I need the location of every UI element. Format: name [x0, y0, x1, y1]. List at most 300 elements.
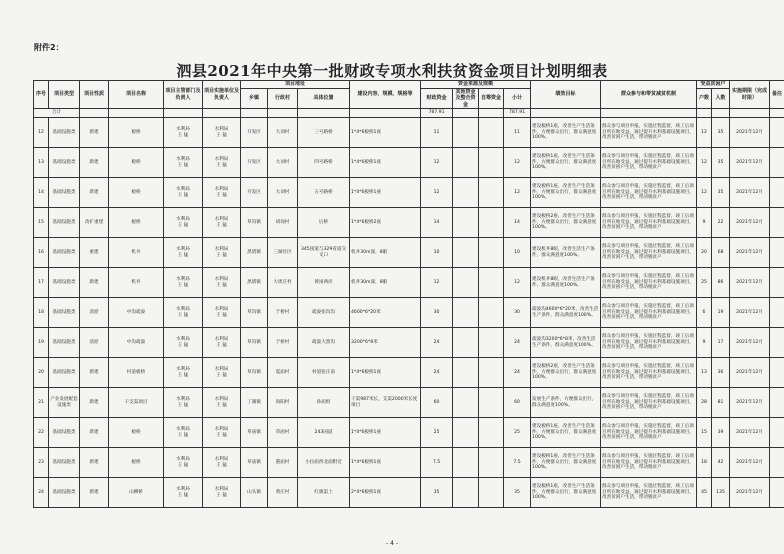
cell-dept: 水利局 王 猛	[164, 178, 203, 208]
cell-remark	[770, 148, 784, 178]
cell-name: 板桥	[109, 208, 164, 238]
cell-period: 2021年12月	[730, 478, 770, 508]
cell-benefit: 建设板桥1座，改善生产生活条件，方便群众出行，群众满意度100%。	[531, 118, 601, 148]
cell-self	[479, 418, 504, 448]
cell-no: 24	[34, 478, 49, 508]
cell-remark	[770, 358, 784, 388]
cell-mechanism: 群众参与项目申报，实施过程监督，竣工后项目所在地受益，通过提升水利基础设施项目，改善贫困户生活，带动脱贫户	[601, 118, 697, 148]
cell-mechanism: 群众参与项目申报，实施过程监督，竣工后项目所在地受益，通过提升水利基础设施项目，改善贫困户生活，带动脱贫户	[601, 358, 697, 388]
total-fiscal: 787.91	[421, 109, 453, 118]
cell-people: 81	[712, 388, 730, 418]
cell-self	[479, 118, 504, 148]
cell-nature: 清淤	[80, 328, 109, 358]
cell-households: 6	[697, 298, 712, 328]
header-mechanism: 群众参与和带贫减贫机制	[601, 81, 697, 109]
cell-nature: 新建	[80, 448, 109, 478]
table-row	[34, 118, 784, 148]
cell-name: 机井	[109, 268, 164, 298]
cell-period: 2021年12月	[730, 148, 770, 178]
cell-households: 12	[697, 178, 712, 208]
cell-content: 1*4*6板桥2座	[350, 208, 421, 238]
total-subtotal: 787.91	[504, 109, 531, 118]
cell-self	[479, 238, 504, 268]
page-number: - 4 -	[386, 540, 398, 547]
cell-impl: 水利局 王 猛	[203, 298, 241, 328]
cell-remark	[770, 118, 784, 148]
cell-households: 28	[697, 388, 712, 418]
header-location: 项目地址	[241, 81, 350, 89]
table-row	[34, 328, 784, 358]
cell-people: 86	[712, 268, 730, 298]
cell-other	[453, 208, 479, 238]
cell-name: 板桥	[109, 448, 164, 478]
cell-place: 五号路桥	[298, 178, 350, 208]
table-row	[34, 238, 784, 268]
cell-self	[479, 328, 504, 358]
cell-town: 草沟镇	[241, 208, 268, 238]
cell-name: 干支渠项目	[109, 388, 164, 418]
table-row	[34, 268, 784, 298]
cell-impl: 水利局 王 猛	[203, 328, 241, 358]
cell-place: 村道张庄南	[298, 358, 350, 388]
cell-town: 草沟镇	[241, 358, 268, 388]
cell-place: 疏浚大黑沟	[298, 328, 350, 358]
cell-name: 板桥	[109, 118, 164, 148]
table-row	[34, 148, 784, 178]
cell-people: 35	[712, 118, 730, 148]
cell-impl: 水利局 王 猛	[203, 478, 241, 508]
cell-town: 开发区	[241, 148, 268, 178]
cell-remark	[770, 298, 784, 328]
cell-impl: 水利局 王 猛	[203, 118, 241, 148]
cell-content: 机井30m深，8眼	[350, 268, 421, 298]
cell-benefit: 建设板桥1座，改善生产生活条件，方便群众出行，群众满意度100%。	[531, 148, 601, 178]
total-label: 合计	[34, 109, 80, 118]
cell-nature: 新建	[80, 358, 109, 388]
cell-town: 山头镇	[241, 478, 268, 508]
cell-self	[479, 358, 504, 388]
cell-nature: 新建	[80, 478, 109, 508]
cell-village: 于桥村	[268, 298, 298, 328]
cell-remark	[770, 178, 784, 208]
cell-place: 疏浚张沟沟	[298, 298, 350, 328]
cell-self	[479, 268, 504, 298]
cell-remark	[770, 418, 784, 448]
cell-other	[453, 118, 479, 148]
cell-households: 9	[697, 208, 712, 238]
cell-dept: 水利局 王 猛	[164, 448, 203, 478]
cell-village: 夏庙村	[268, 358, 298, 388]
cell-type: 基础设施类	[49, 448, 80, 478]
header-place: 具体位置	[298, 88, 350, 109]
cell-village: 大周庄村	[268, 268, 298, 298]
cell-village: 大刘村	[268, 118, 298, 148]
cell-households: 15	[697, 418, 712, 448]
table-row	[34, 208, 784, 238]
cell-place: 孙庙组	[298, 388, 350, 418]
cell-households: 18	[697, 448, 712, 478]
cell-households: 45	[697, 478, 712, 508]
cell-benefit: 建设机井8眼，改善生活生产条件，群众满意度100%。	[531, 268, 601, 298]
cell-people: 17	[712, 328, 730, 358]
header-town: 乡镇	[241, 88, 268, 109]
cell-type: 基础设施类	[49, 298, 80, 328]
cell-period: 2021年12月	[730, 358, 770, 388]
cell-impl: 水利局 王 猛	[203, 148, 241, 178]
cell-impl: 水利局 王 猛	[203, 358, 241, 388]
cell-type: 基础设施类	[49, 148, 80, 178]
cell-content: 3200*6*8米	[350, 328, 421, 358]
cell-content: 2*4*6板桥1座	[350, 478, 421, 508]
attachment-label: 附件2：	[34, 43, 64, 52]
cell-other	[453, 268, 479, 298]
header-remark: 备注	[770, 81, 784, 109]
cell-households: 20	[697, 238, 712, 268]
cell-benefit: 建设板桥2座，改善生产生活条件，方便群众出行，群众满意度100%。	[531, 208, 601, 238]
cell-mechanism: 群众参与项目申报，实施过程监督，竣工后项目所在地受益，通过提升水利基础设施项目，改善贫困户生活，带动脱贫户	[601, 148, 697, 178]
table-row	[34, 388, 784, 418]
cell-households: 12	[697, 118, 712, 148]
cell-name: 板桥	[109, 418, 164, 448]
cell-period: 2021年12月	[730, 208, 770, 238]
cell-place: 黄岗两岸	[298, 268, 350, 298]
header-name: 项目名称	[109, 81, 164, 109]
header-beneficiaries: 受益贫困户	[697, 81, 730, 89]
cell-mechanism: 群众参与项目申报，实施过程监督，竣工后项目所在地受益，通过提升水利基础设施项目，改善贫困户生活，带动脱贫户	[601, 208, 697, 238]
cell-name: 板桥	[109, 178, 164, 208]
cell-dept: 水利局 王 猛	[164, 358, 203, 388]
cell-nature: 新建	[80, 178, 109, 208]
cell-period: 2021年12月	[730, 418, 770, 448]
cell-other	[453, 448, 479, 478]
header-other: 其他资金及整合资金	[453, 88, 479, 109]
cell-no: 12	[34, 118, 49, 148]
cell-content: 机井30m深，8眼	[350, 238, 421, 268]
cell-town: 草沟镇	[241, 328, 268, 358]
cell-place: 后桥	[298, 208, 350, 238]
cell-place: 小拉庙西北面附近	[298, 448, 350, 478]
cell-dept: 水利局 王 猛	[164, 268, 203, 298]
cell-place: 三号路桥	[298, 118, 350, 148]
cell-benefit: 建设板桥1座，改善生产生活条件，方便群众出行，群众满意度100%。	[531, 478, 601, 508]
header-no: 序号	[34, 81, 49, 109]
cell-subtotal: 11	[504, 118, 531, 148]
cell-people: 39	[712, 418, 730, 448]
cell-other	[453, 478, 479, 508]
cell-impl: 水利局 王 猛	[203, 238, 241, 268]
cell-no: 18	[34, 298, 49, 328]
cell-town: 黑塔镇	[241, 238, 268, 268]
cell-impl: 水利局 王 猛	[203, 448, 241, 478]
cell-subtotal: 25	[504, 418, 531, 448]
cell-fiscal: 12	[421, 268, 453, 298]
cell-fiscal: 14	[421, 208, 453, 238]
table-row	[34, 418, 784, 448]
cell-type: 基础设施类	[49, 268, 80, 298]
cell-households: 25	[697, 268, 712, 298]
cell-dept: 水利局 王 猛	[164, 118, 203, 148]
cell-people: 19	[712, 298, 730, 328]
cell-people: 42	[712, 448, 730, 478]
header-funds: 资金来源及规模	[421, 81, 531, 89]
cell-town: 开发区	[241, 178, 268, 208]
cell-subtotal: 24	[504, 328, 531, 358]
cell-no: 22	[34, 418, 49, 448]
cell-households: 13	[697, 358, 712, 388]
table-row	[34, 478, 784, 508]
cell-benefit: 建设板桥1座，改善生产生活条件，方便群众出行，群众满意度100%。	[531, 448, 601, 478]
cell-benefit: 建设机井8眼，改善生活生产条件，群众满意度100%。	[531, 238, 601, 268]
cell-remark	[770, 448, 784, 478]
cell-benefit: 建设板桥1座，改善生产生活条件，方便群众出行，群众满意度100%。	[531, 178, 601, 208]
cell-self	[479, 448, 504, 478]
cell-town: 草沟镇	[241, 298, 268, 328]
header-impl-unit: 项目实施单位及负责人	[203, 81, 241, 109]
cell-fiscal: 24	[421, 328, 453, 358]
header-self: 自筹资金	[479, 88, 504, 109]
cell-period: 2021年12月	[730, 118, 770, 148]
cell-people: 135	[712, 478, 730, 508]
cell-dept: 水利局 王 猛	[164, 238, 203, 268]
cell-type: 基础设施类	[49, 358, 80, 388]
cell-town: 草庙镇	[241, 418, 268, 448]
cell-period: 2021年12月	[730, 298, 770, 328]
cell-people: 35	[712, 148, 730, 178]
cell-benefit: 建设板桥2座，改善生产生活条件，方便群众出行，群众满意度100%。	[531, 358, 601, 388]
cell-mechanism: 群众参与项目申报，实施过程监督，竣工后项目所在地受益，通过提升水利基础设施项目，改善贫困户生活，带动脱贫户	[601, 178, 697, 208]
cell-subtotal: 12	[504, 148, 531, 178]
cell-other	[453, 148, 479, 178]
cell-self	[479, 478, 504, 508]
cell-self	[479, 298, 504, 328]
cell-mechanism: 群众参与项目申报，实施过程监督，竣工后项目所在地受益，通过提升水利基础设施项目，改善贫困户生活，带动脱贫户	[601, 388, 697, 418]
total-row	[34, 109, 784, 118]
cell-no: 15	[34, 208, 49, 238]
cell-no: 20	[34, 358, 49, 388]
cell-remark	[770, 388, 784, 418]
cell-fiscal: 7.5	[421, 448, 453, 478]
cell-subtotal: 30	[504, 298, 531, 328]
cell-fiscal: 35	[421, 478, 453, 508]
header-nature: 项目性质	[80, 81, 109, 109]
cell-fiscal: 24	[421, 358, 453, 388]
cell-nature: 清淤	[80, 298, 109, 328]
cell-type: 基础设施类	[49, 328, 80, 358]
cell-period: 2021年12月	[730, 448, 770, 478]
cell-name: 中沟疏浚	[109, 298, 164, 328]
cell-self	[479, 388, 504, 418]
header-subtotal: 小计	[504, 88, 531, 109]
cell-remark	[770, 478, 784, 508]
cell-village: 大刘村	[268, 178, 298, 208]
cell-dept: 水利局 王 猛	[164, 298, 203, 328]
cell-subtotal: 12	[504, 178, 531, 208]
cell-other	[453, 238, 479, 268]
cell-place: 243国道	[298, 418, 350, 448]
cell-place: 四号路桥	[298, 148, 350, 178]
cell-dept: 水利局 王 猛	[164, 208, 203, 238]
cell-fiscal: 30	[421, 298, 453, 328]
header-content: 建设内容、规模、规格等	[350, 81, 421, 109]
cell-impl: 水利局 王 猛	[203, 388, 241, 418]
cell-no: 21	[34, 388, 49, 418]
cell-content: 1*4*6板桥1座	[350, 118, 421, 148]
cell-dept: 水利局 王 猛	[164, 478, 203, 508]
cell-nature: 新建	[80, 418, 109, 448]
cell-subtotal: 10	[504, 238, 531, 268]
cell-fiscal: 25	[421, 418, 453, 448]
cell-nature: 新建	[80, 268, 109, 298]
cell-no: 14	[34, 178, 49, 208]
header-village: 行政村	[268, 88, 298, 109]
cell-fiscal: 11	[421, 118, 453, 148]
cell-village: 胡岗村	[268, 208, 298, 238]
cell-impl: 水利局 王 猛	[203, 418, 241, 448]
cell-type: 基础设施类	[49, 118, 80, 148]
cell-village: 草庙村	[268, 418, 298, 448]
cell-other	[453, 298, 479, 328]
cell-town: 草庙镇	[241, 448, 268, 478]
cell-remark	[770, 238, 784, 268]
cell-period: 2021年12月	[730, 178, 770, 208]
cell-mechanism: 群众参与项目申报，实施过程监督，竣工后项目所在地受益，通过提升水利基础设施项目，改善贫困户生活，带动脱贫户	[601, 298, 697, 328]
cell-other	[453, 178, 479, 208]
cell-village: 三湖社区	[268, 238, 298, 268]
cell-impl: 水利局 王 猛	[203, 268, 241, 298]
cell-mechanism: 群众参与项目申报，实施过程监督，竣工后项目所在地受益，通过提升水利基础设施项目，改善贫困户生活，带动脱贫户	[601, 328, 697, 358]
cell-place: 345国道与329省道交叉口	[298, 238, 350, 268]
table-row	[34, 358, 784, 388]
cell-period: 2021年12月	[730, 388, 770, 418]
cell-content: 1*4*6板桥1座	[350, 178, 421, 208]
cell-dept: 水利局 王 猛	[164, 388, 203, 418]
cell-type: 基础设施类	[49, 208, 80, 238]
cell-type: 产业发展配套设施类	[49, 388, 80, 418]
cell-dept: 水利局 王 猛	[164, 148, 203, 178]
cell-mechanism: 群众参与项目申报，实施过程监督，竣工后项目所在地受益，通过提升水利基础设施项目，改善贫困户生活，带动脱贫户	[601, 418, 697, 448]
table-row	[34, 448, 784, 478]
project-table	[33, 80, 784, 508]
cell-people: 68	[712, 238, 730, 268]
header-people: 人数	[712, 88, 730, 109]
cell-fiscal: 12	[421, 148, 453, 178]
cell-period: 2021年12月	[730, 268, 770, 298]
cell-no: 17	[34, 268, 49, 298]
cell-benefit: 建设板桥1座，改善生产生活条件，方便群众出行，群众满意度100%。	[531, 418, 601, 448]
cell-self	[479, 178, 504, 208]
cell-village: 黄庄村	[268, 478, 298, 508]
cell-town: 黑塔镇	[241, 268, 268, 298]
table-row	[34, 298, 784, 328]
cell-period: 2021年12月	[730, 328, 770, 358]
cell-people: 36	[712, 358, 730, 388]
cell-content: 4600*6*20米	[350, 298, 421, 328]
cell-subtotal: 14	[504, 208, 531, 238]
header-period: 实施期限（完成时限）	[730, 81, 770, 109]
cell-other	[453, 358, 479, 388]
cell-content: 1*4*6板桥1座	[350, 358, 421, 388]
cell-mechanism: 群众参与项目申报，实施过程监督，竣工后项目所在地受益，通过提升水利基础设施项目，改善贫困户生活，带动脱贫户	[601, 478, 697, 508]
cell-village: 于桥村	[268, 328, 298, 358]
cell-nature: 新建	[80, 148, 109, 178]
cell-subtotal: 35	[504, 478, 531, 508]
cell-impl: 水利局 王 猛	[203, 208, 241, 238]
cell-other	[453, 418, 479, 448]
cell-mechanism: 群众参与项目申报，实施过程监督，竣工后项目所在地受益，通过提升水利基础设施项目，改善贫困户生活，带动脱贫户	[601, 268, 697, 298]
cell-nature: 改扩重建	[80, 208, 109, 238]
cell-name: 机井	[109, 238, 164, 268]
cell-no: 23	[34, 448, 49, 478]
cell-nature: 重建	[80, 238, 109, 268]
cell-type: 基础设施类	[49, 178, 80, 208]
cell-impl: 水利局 王 猛	[203, 178, 241, 208]
page-title: 泗县2021年中央第一批财政专项水利扶贫资金项目计划明细表	[176, 62, 608, 80]
cell-name: 中沟疏浚	[109, 328, 164, 358]
cell-type: 基础设施类	[49, 238, 80, 268]
cell-subtotal: 24	[504, 358, 531, 388]
table-row	[34, 178, 784, 208]
cell-content: 1*4*6板桥1座	[350, 148, 421, 178]
cell-town: 开发区	[241, 118, 268, 148]
cell-name: 山柳桥	[109, 478, 164, 508]
cell-households: 12	[697, 148, 712, 178]
cell-village: 大刘村	[268, 148, 298, 178]
cell-no: 13	[34, 148, 49, 178]
cell-type: 基础设施类	[49, 418, 80, 448]
cell-self	[479, 148, 504, 178]
cell-name: 村道板桥	[109, 358, 164, 388]
header-type: 项目类型	[49, 81, 80, 109]
cell-content: 1*4*6板桥1座	[350, 448, 421, 478]
cell-village: 港庙村	[268, 448, 298, 478]
cell-benefit: 发展生产条件，方便群众出行，群众满意度100%。	[531, 388, 601, 418]
cell-subtotal: 12	[504, 268, 531, 298]
cell-mechanism: 群众参与项目申报，实施过程监督，竣工后项目所在地受益，通过提升水利基础设施项目，改善贫困户生活，带动脱贫户	[601, 238, 697, 268]
cell-subtotal: 7.5	[504, 448, 531, 478]
cell-people: 22	[712, 208, 730, 238]
header-benefit: 绩效目标	[531, 81, 601, 109]
cell-content: 1*4*6板桥1座	[350, 418, 421, 448]
cell-type: 基础设施类	[49, 478, 80, 508]
cell-remark	[770, 268, 784, 298]
cell-dept: 水利局 王 猛	[164, 328, 203, 358]
cell-name: 板桥	[109, 148, 164, 178]
cell-no: 16	[34, 238, 49, 268]
header-households: 户数	[697, 88, 712, 109]
cell-village: 尚阳村	[268, 388, 298, 418]
cell-nature: 新建	[80, 118, 109, 148]
cell-period: 2021年12月	[730, 238, 770, 268]
cell-remark	[770, 208, 784, 238]
cell-benefit: 疏浚沟3200*6*8米，改善生活生产条件，群众满意度100%。	[531, 328, 601, 358]
cell-content: 干渠987米长，支渠2000米长度项目	[350, 388, 421, 418]
cell-households: 9	[697, 328, 712, 358]
cell-remark	[770, 328, 784, 358]
header-fiscal: 财政资金	[421, 88, 453, 109]
cell-other	[453, 388, 479, 418]
cell-people: 35	[712, 178, 730, 208]
cell-no: 19	[34, 328, 49, 358]
cell-place: 红旗渠上	[298, 478, 350, 508]
header-dept-head: 项目主管部门及负责人	[164, 81, 203, 109]
cell-town: 丁湖镇	[241, 388, 268, 418]
cell-subtotal: 60	[504, 388, 531, 418]
cell-nature: 新建	[80, 388, 109, 418]
cell-mechanism: 群众参与项目申报，实施过程监督，竣工后项目所在地受益，通过提升水利基础设施项目，改善贫困户生活，带动脱贫户	[601, 448, 697, 478]
cell-fiscal: 12	[421, 178, 453, 208]
cell-other	[453, 328, 479, 358]
cell-dept: 水利局 王 猛	[164, 418, 203, 448]
